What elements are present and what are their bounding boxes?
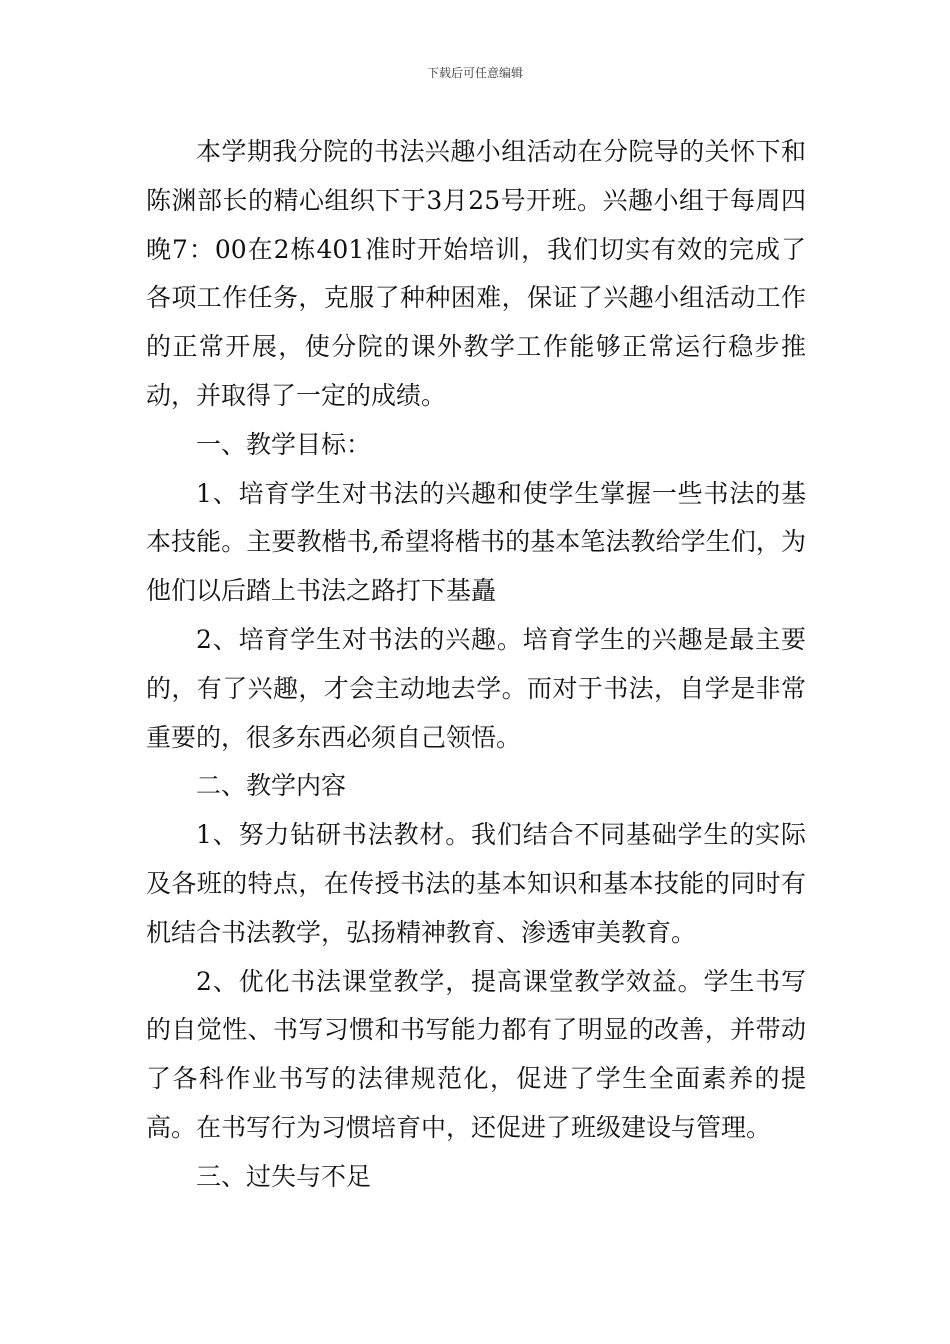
paragraph-intro: 本学期我分院的书法兴趣小组活动在分院导的关怀下和陈渊部长的精心组织下于3月25号开班。兴趣小组于每周四晚7：00在2栋401准时开始培训，我们切实有效的完成了各项工作任务，克服了种种困难，保证了兴趣小组活动工作的正常开展，使分院的课外教学工作能够正常运行稳步推动，并取得了一定的成绩。 <box>146 137 806 410</box>
paragraph-content-1: 1、努力钻研书法教材。我们结合不同基础学生的实际及各班的特点，在传授书法的基本知识和基本技能的同时有机结合书法教学，弘扬精神教育、渗透审美教育。 <box>146 820 806 947</box>
paragraph-content-2: 2、优化书法课堂教学，提高课堂教学效益。学生书写的自觉性、书写习惯和书写能力都有了明显的改善，并带动了各科作业书写的法律规范化，促进了学生全面素养的提高。在书写行为习惯培育中，还促进了班级建设与管理。 <box>146 966 806 1142</box>
paragraph-goal-1: 1、培育学生对书法的兴趣和使学生掌握一些书法的基本技能。主要教楷书,希望将楷书的基本笔法教给学生们，为他们以后踏上书法之路打下基矗 <box>146 478 806 606</box>
section-heading-shortcomings: 三、过失与不足 <box>196 1161 372 1191</box>
document-body <box>146 128 806 1202</box>
page-header: 下载后可任意编辑 <box>426 66 523 80</box>
paragraph-goal-2: 2、培育学生对书法的兴趣。培育学生的兴趣是最主要的，有了兴趣，才会主动地去学。而对于书法，自学是非常重要的，很多东西必须自己领悟。 <box>146 624 806 752</box>
section-heading-teaching-goals: 一、教学目标： <box>196 429 372 459</box>
section-heading-teaching-content: 二、教学内容 <box>196 771 347 801</box>
